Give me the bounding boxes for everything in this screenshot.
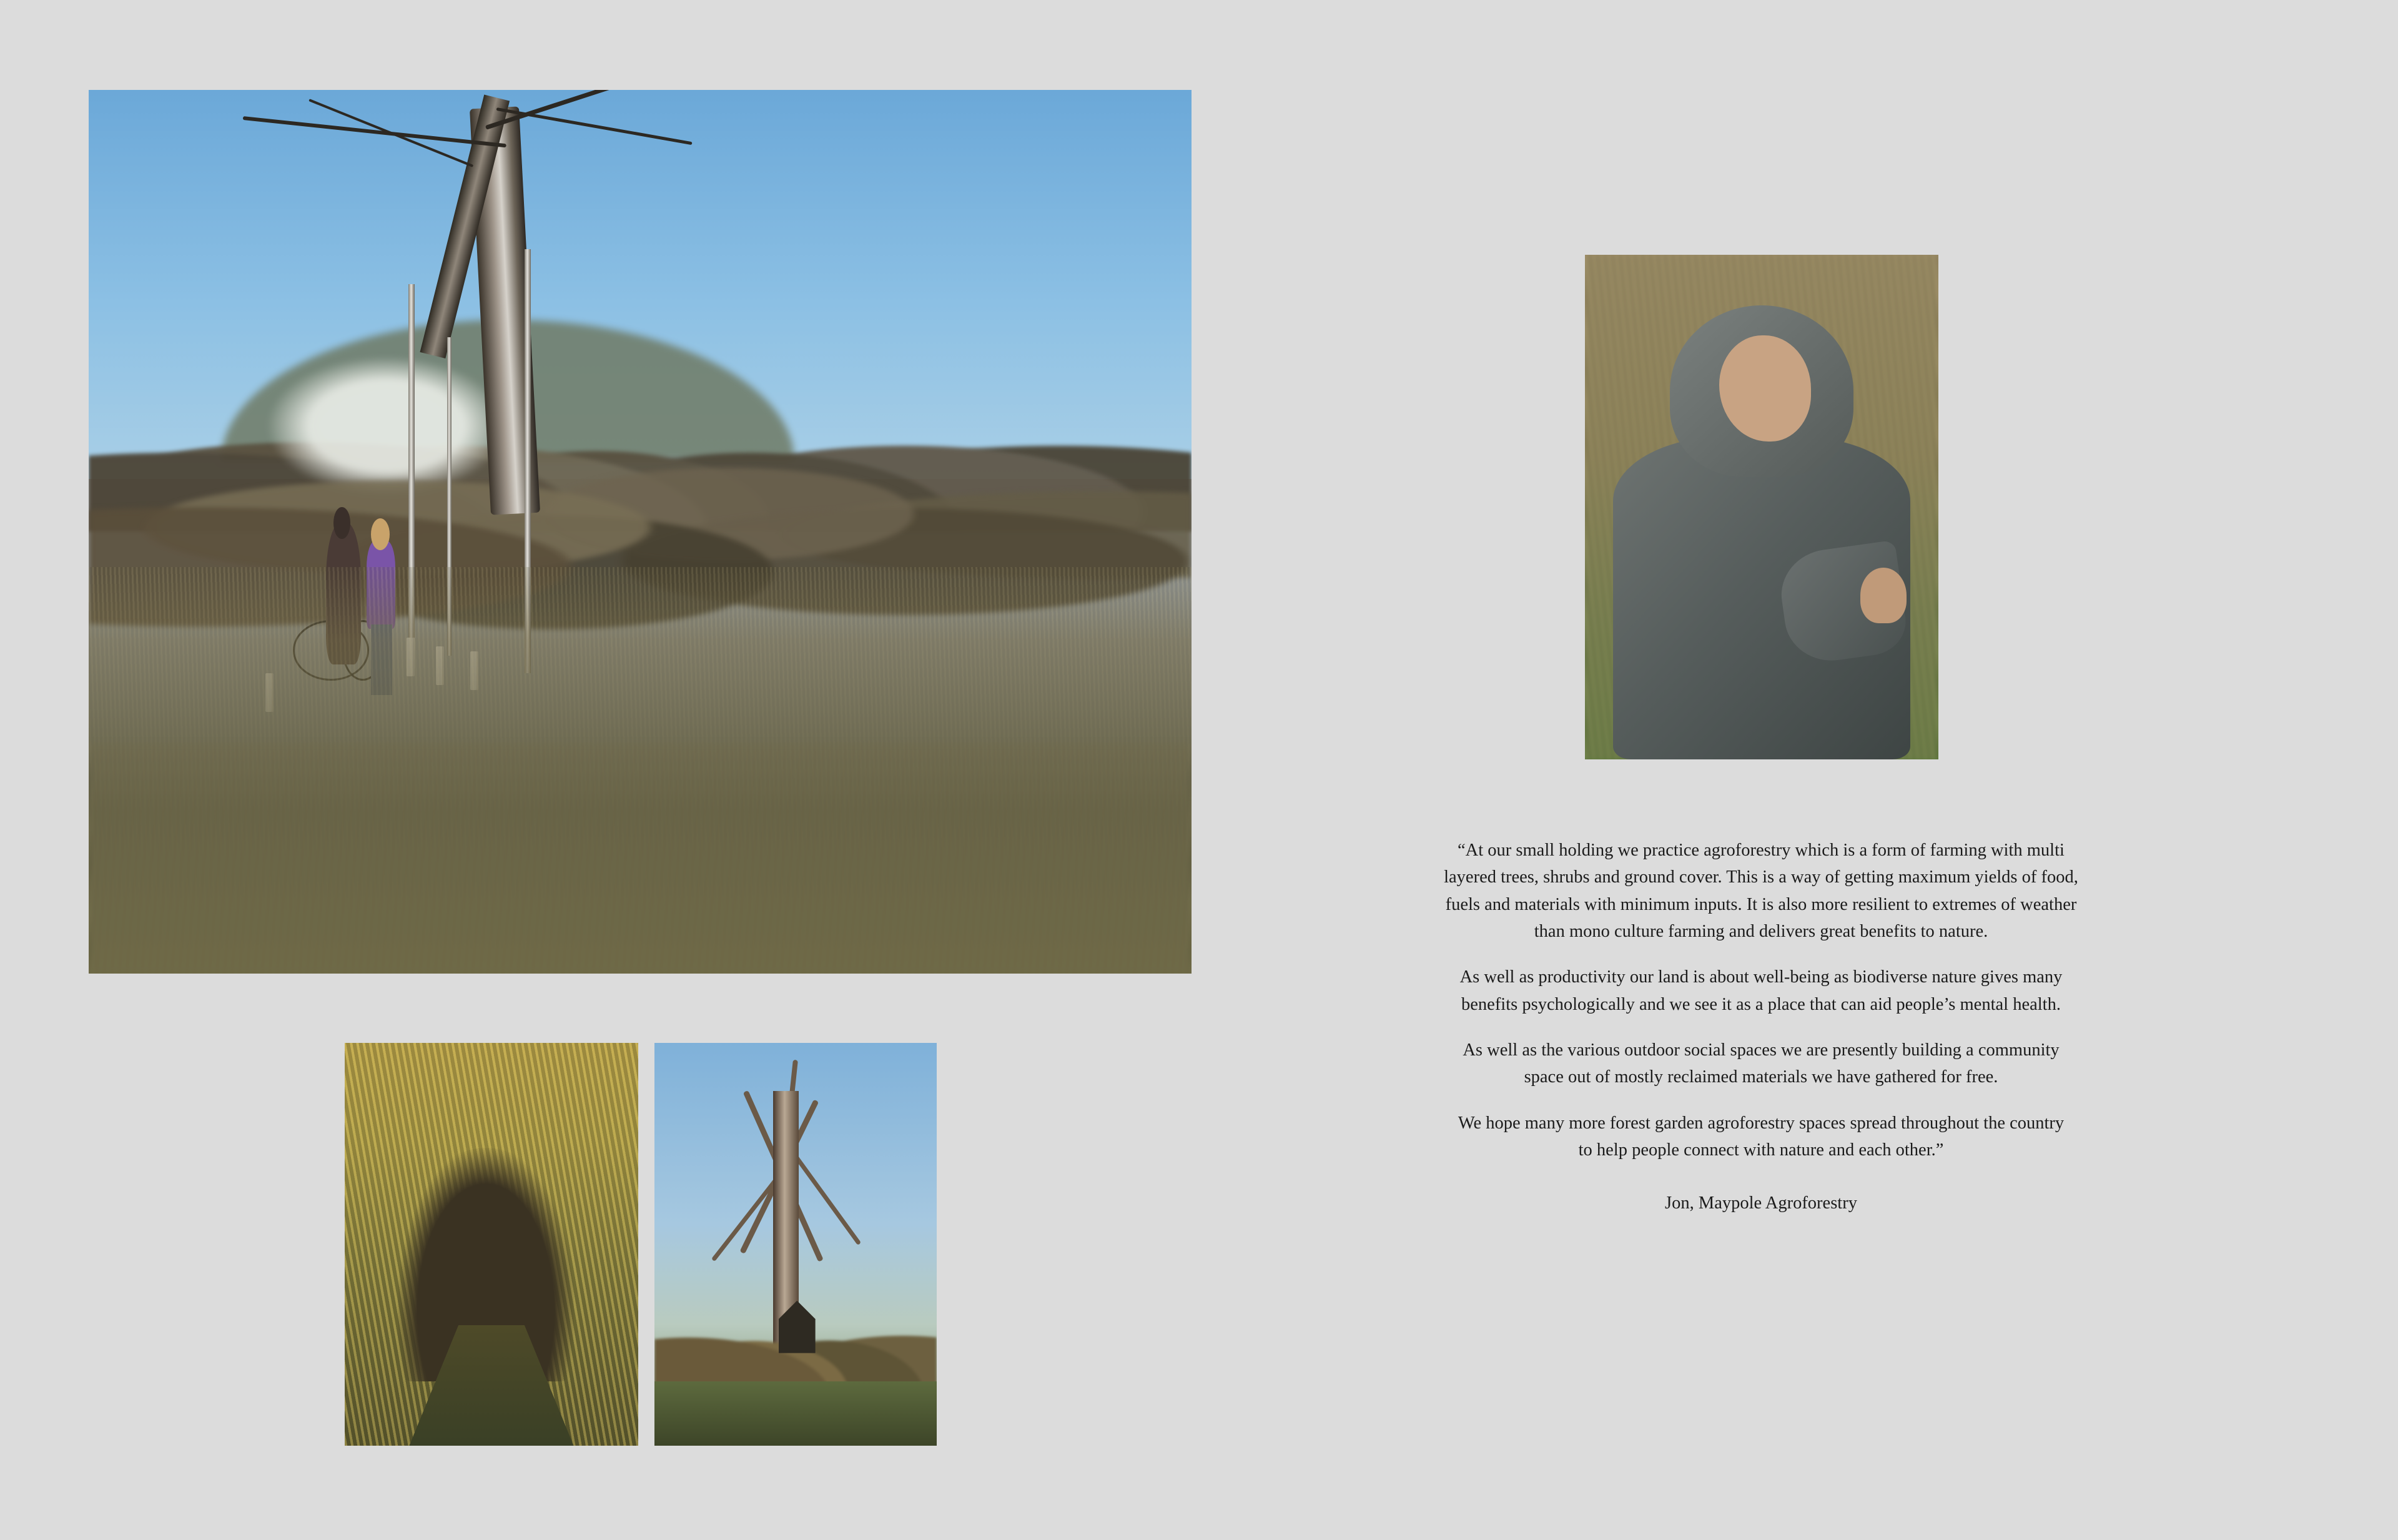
person-head <box>333 507 350 539</box>
quote-paragraph-4: We hope many more forest garden agroforestry spaces spread throughout the country to help people connect with nature and each other.” <box>1458 1113 2065 1160</box>
hand <box>1860 568 1907 623</box>
foreground-grass <box>89 744 1192 974</box>
pull-quote <box>1424 837 2098 1217</box>
quote-paragraph-2: As well as productivity our land is about well-being as biodiverse nature gives many benefits psychologically and we see it as a place that can aid people’s mental health. <box>1459 967 2063 1014</box>
grass <box>654 1381 937 1446</box>
willow-tunnel-photo-content <box>345 1043 638 1446</box>
main-landscape-photo <box>89 90 1192 974</box>
quote-paragraph-3: As well as the various outdoor social spaces we are presently building a community space out of mostly reclaimed materials we have gathered for free. <box>1463 1040 2060 1087</box>
willow-tunnel-photo <box>345 1043 638 1446</box>
portrait-photo <box>1585 255 1938 759</box>
person-head <box>371 518 390 550</box>
main-landscape-photo-content <box>89 90 1192 974</box>
bare-tree-photo-content <box>654 1043 937 1446</box>
bare-tree-photo <box>654 1043 937 1446</box>
quote-attribution: Jon, Maypole Agroforestry <box>1665 1193 1857 1213</box>
portrait-photo-content <box>1585 255 1938 759</box>
quote-paragraph-1: “At our small holding we practice agroforestry which is a form of farming with multi layered trees, shrubs and ground cover. This is a way of getting maximum yields of food, fuels and materials with minimum inputs. It is also more resilient to extremes of weather than mono culture farming and delivers great benefits to nature. <box>1444 841 2078 941</box>
